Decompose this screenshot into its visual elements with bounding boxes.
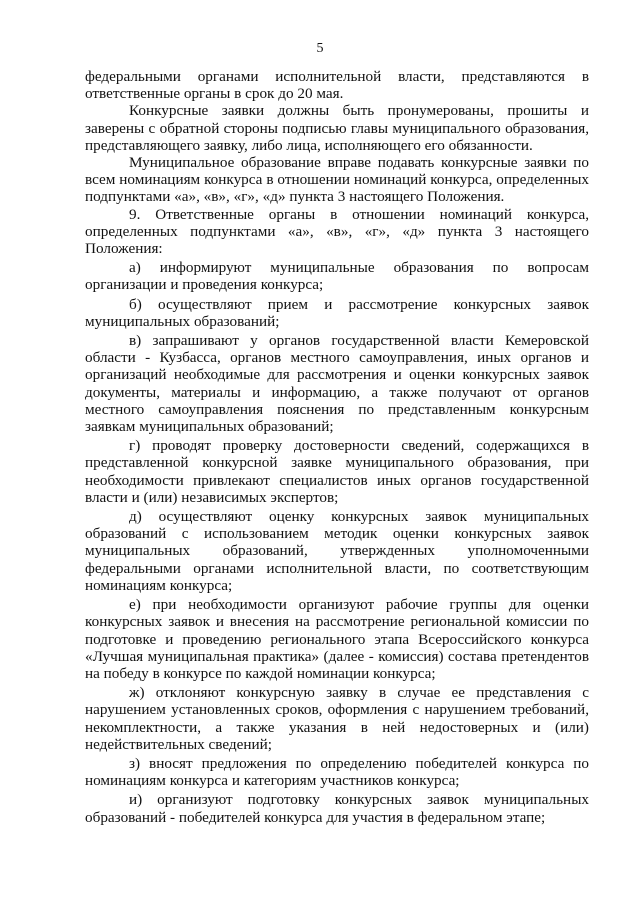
subitem-v: в) запрашивают у органов государственной власти Кемеровской области - Кузбасса, органов местного самоуправления, иных органов и организаций необходимые для рассмотрения и оценки конкурсных заявок документы, материалы и информацию, а также получают от органов местного самоуправления пояснения по представленным конкурсным заявкам муниципальных образований;: [85, 332, 589, 436]
document-body: [85, 68, 589, 826]
subitem-d: д) осуществляют оценку конкурсных заявок муниципальных образований с использованием методик оценки конкурсных заявок муниципальных образований, утвержденных уполномоченными федеральными органами исполнительной власти, по соответствующим номинациям конкурса;: [85, 508, 589, 594]
subitem-e: е) при необходимости организуют рабочие группы для оценки конкурсных заявок и внесения на рассмотрение региональной комиссии по подготовке и проведению регионального этапа Всероссийского конкурса «Лучшая муниципальная практика» (далее - комиссия) состава претендентов на победу в конкурсе по каждой номинации конкурса;: [85, 596, 589, 682]
paragraph-applications-numbered: Конкурсные заявки должны быть пронумерованы, прошиты и заверены с обратной стороны подписью главы муниципального образования, представляющего заявку, либо лица, исполняющего его обязанности.: [85, 102, 589, 154]
subitem-i: и) организуют подготовку конкурсных заявок муниципальных образований - победителей конкурса для участия в федеральном этапе;: [85, 791, 589, 826]
subitem-a: а) информируют муниципальные образования по вопросам организации и проведения конкурса;: [85, 259, 589, 294]
paragraph-item-9: 9. Ответственные органы в отношении номинаций конкурса, определенных подпунктами «а», «в», «г», «д» пункта 3 настоящего Положения:: [85, 205, 589, 258]
subitem-z: з) вносят предложения по определению победителей конкурса по номинациям конкурса и категориям участников конкурса;: [85, 754, 589, 790]
paragraph-continuation: федеральными органами исполнительной власти, представляются в ответственные органы в срок до 20 мая.: [85, 68, 589, 103]
page-number: 5: [316, 41, 324, 56]
paragraph-municipality-right: Муниципальное образование вправе подавать конкурсные заявки по всем номинациям конкурса в отношении номинаций конкурса, определенных подпунктами «а», «в», «г», «д» пункта 3 настоящего Положения.: [85, 154, 589, 206]
subitem-g: г) проводят проверку достоверности сведений, содержащихся в представленной конкурсной заявке муниципального образования, при необходимости привлекают специалистов иных органов государственной власти и (или) независимых экспертов;: [85, 437, 589, 506]
subitem-zh: ж) отклоняют конкурсную заявку в случае ее представления с нарушением установленных сроков, оформления с нарушением требований, некомплектности, а также указания в ней недостоверных и (или) недействительных сведений;: [85, 684, 589, 753]
subitem-b: б) осуществляют прием и рассмотрение конкурсных заявок муниципальных образований;: [85, 295, 589, 330]
